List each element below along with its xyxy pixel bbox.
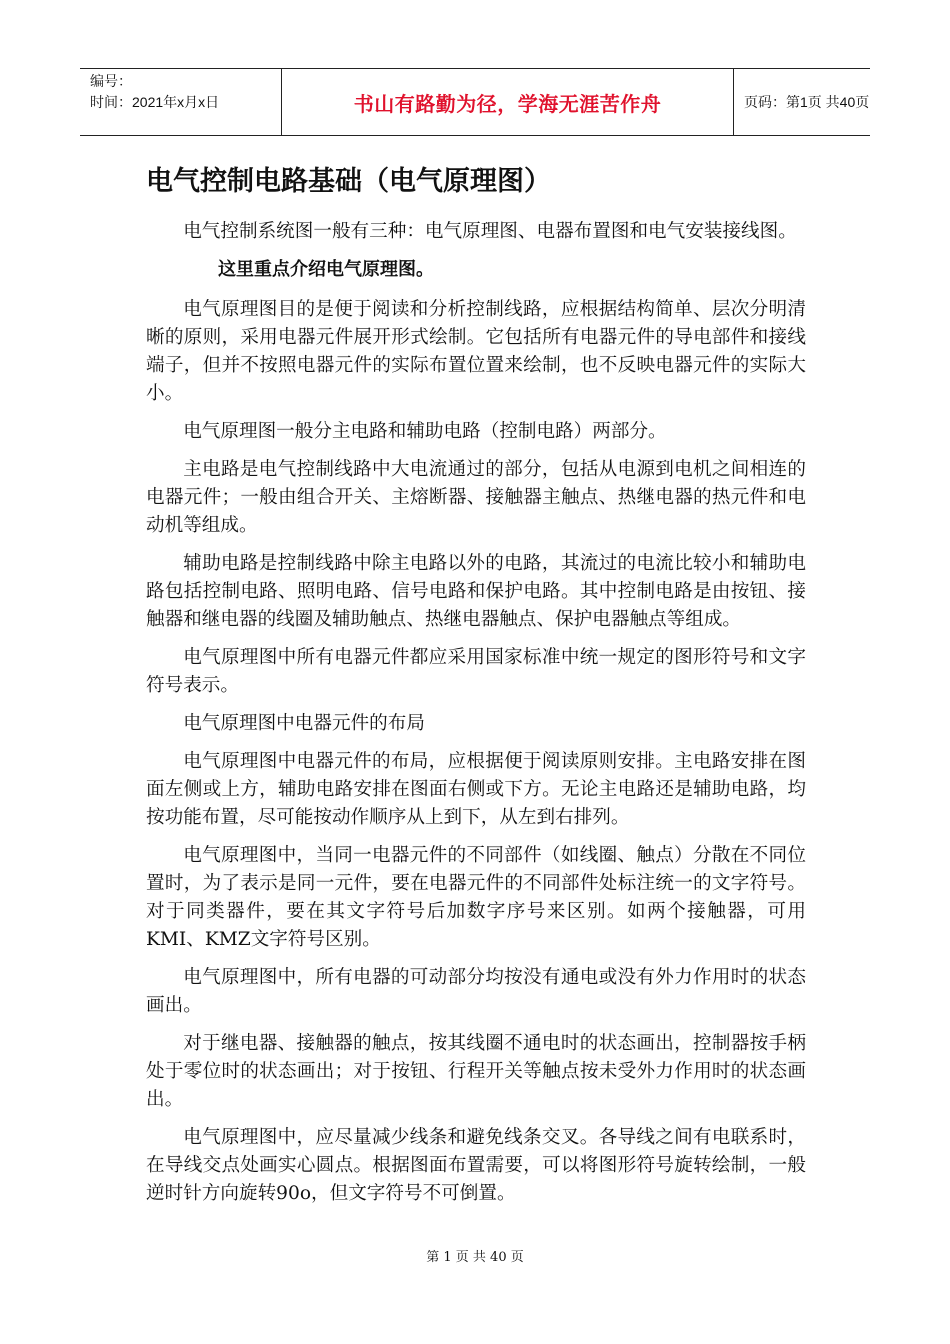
- document-title: 电气控制电路基础（电气原理图）: [146, 166, 551, 197]
- paragraph: 辅助电路是控制线路中除主电路以外的电路，其流过的电流比较小和辅助电路包括控制电路、照明电路、信号电路和保护电路。其中控制电路是由按钮、接触器和继电器的线圈及辅助触点、热继电器触点、保护电器触点等组成。: [146, 553, 806, 630]
- header-page-cell: [734, 69, 870, 135]
- paragraph: 电气原理图中电器元件的布局，应根据便于阅读原则安排。主电路安排在图面左侧或上方，辅助电路安排在图面右侧或下方。无论主电路还是辅助电路，均按功能布置，尽可能按动作顺序从上到下，从左到右排列。: [146, 751, 806, 828]
- document-body: [146, 218, 806, 1218]
- header-meta-cell: [80, 69, 282, 135]
- paragraph: 电气原理图中，当同一电器元件的不同部件（如线圈、触点）分散在不同位置时，为了表示是同一元件，要在电器元件的不同部件处标注统一的文字符号。对于同类器件，要在其文字符号后加数字序号来区别。如两个接触器，可用KMI、KMZ文字符号区别。: [146, 845, 806, 950]
- number-label: 编号：: [90, 73, 132, 89]
- paragraph: 电气原理图一般分主电路和辅助电路（控制电路）两部分。: [183, 421, 667, 442]
- page-info: 页码：第1页 共40页: [744, 94, 870, 110]
- page-footer: 第 1 页 共 40 页: [426, 1250, 524, 1265]
- time-label: 时间：2021年x月x日: [90, 94, 220, 110]
- motto-text: 书山有路勤为径，学海无涯苦作舟: [353, 91, 662, 116]
- header-motto-cell: [282, 69, 734, 135]
- paragraph: 电气原理图中，所有电器的可动部分均按没有通电或没有外力作用时的状态画出。: [146, 967, 806, 1016]
- paragraph: 电气控制系统图一般有三种：电气原理图、电器布置图和电气安装接线图。: [183, 221, 797, 242]
- paragraph: 电气原理图中所有电器元件都应采用国家标准中统一规定的图形符号和文字符号表示。: [146, 647, 806, 696]
- section-heading: 这里重点介绍电气原理图。: [218, 259, 434, 280]
- paragraph: 电气原理图目的是便于阅读和分析控制线路，应根据结构简单、层次分明清晰的原则，采用电器元件展开形式绘制。它包括所有电器元件的导电部件和接线端子，但并不按照电器元件的实际布置位置来绘制，也不反映电器元件的实际大小。: [146, 299, 806, 404]
- paragraph: 电气原理图中电器元件的布局: [183, 713, 425, 734]
- paragraph: 电气原理图中，应尽量减少线条和避免线条交叉。各导线之间有电联系时，在导线交点处画实心圆点。根据图面布置需要，可以将图形符号旋转绘制，一般逆时针方向旋转90o，但文字符号不可倒置。: [146, 1127, 806, 1204]
- paragraph: 对于继电器、接触器的触点，按其线圈不通电时的状态画出，控制器按手柄处于零位时的状态画出；对于按钮、行程开关等触点按未受外力作用时的状态画出。: [146, 1033, 806, 1110]
- header-table: [80, 68, 870, 136]
- paragraph: 主电路是电气控制线路中大电流通过的部分，包括从电源到电机之间相连的电器元件；一般由组合开关、主熔断器、接触器主触点、热继电器的热元件和电动机等组成。: [146, 459, 806, 536]
